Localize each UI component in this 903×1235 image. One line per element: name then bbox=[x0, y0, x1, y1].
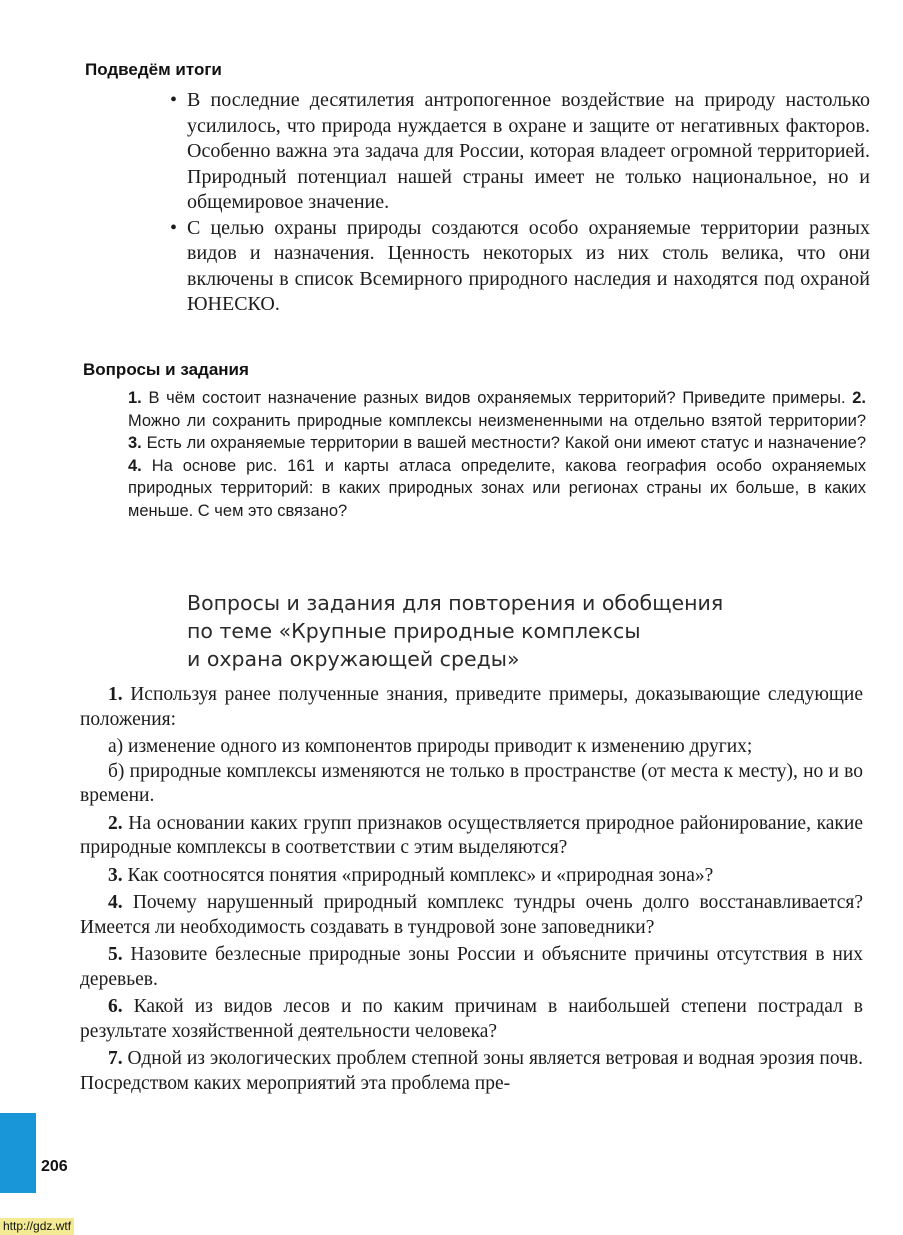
page-edge-tab bbox=[0, 1113, 36, 1193]
questions-paragraph bbox=[128, 387, 866, 522]
question-text: Какой из видов лесов и по каким причинам в наибольшей степени пострадал в результате хозяйственной деятельности человека? bbox=[80, 996, 863, 1042]
question-number: 6. bbox=[108, 996, 123, 1017]
question-number: 1. bbox=[108, 684, 123, 705]
question-number: 3. bbox=[108, 864, 123, 886]
summary-list bbox=[170, 88, 870, 318]
review-question bbox=[80, 864, 863, 889]
summary-item: • В последние десятилетия антропогенное воздействие на природу настолько усилилось, что природа нуждается в охране и защите от негативных факторов. Особенно важна эта задача для России, которая владеет огромной территорией. Природный потенциал нашей страны имеет не только национальное, но и общемировое значение. bbox=[170, 88, 870, 216]
review-subitem: б) природные комплексы изменяются не только в пространстве (от места к месту), но и во времени. bbox=[80, 760, 863, 806]
question-text: На основании каких групп признаков осуществляется природное районирование, какие природные комплексы в соответствии с этим выделяются? bbox=[80, 812, 863, 858]
review-title-line: и охрана окружающей среды» bbox=[187, 647, 520, 671]
question-text: В чём состоит назначение разных видов охраняемых территорий? Приведите примеры. bbox=[141, 389, 853, 407]
question-number: 1. bbox=[128, 389, 142, 407]
questions-heading: Вопросы и задания bbox=[83, 360, 249, 379]
review-question bbox=[80, 1047, 863, 1096]
summary-heading: Подведём итоги bbox=[85, 60, 222, 79]
question-text: Почему нарушенный природный комплекс тундры очень долго восстанавливается? Имеется ли необходимость создавать в тундровой зоне заповедники? bbox=[80, 892, 863, 938]
question-text: Используя ранее полученные знания, приведите примеры, доказывающие следующие положения: bbox=[80, 684, 863, 730]
review-question bbox=[80, 683, 863, 732]
review-title bbox=[187, 589, 827, 673]
review-title-line: Вопросы и задания для повторения и обобщения bbox=[187, 591, 724, 615]
question-text: Есть ли охраняемые территории в вашей местности? Какой они имеют статус и назначение? bbox=[141, 434, 866, 452]
question-number: 5. bbox=[108, 944, 123, 965]
review-questions bbox=[80, 683, 863, 1099]
review-question bbox=[80, 995, 863, 1044]
question-number: 2. bbox=[852, 389, 866, 407]
review-question bbox=[80, 943, 863, 992]
question-text: Можно ли сохранить природные комплексы неизмененными на отдельно взятой территории? bbox=[128, 411, 866, 430]
question-number: 4. bbox=[108, 892, 123, 913]
review-question bbox=[80, 891, 863, 940]
question-text: Назовите безлесные природные зоны России и объясните причины отсутствия в них деревьев. bbox=[80, 944, 863, 990]
question-text: Как соотносятся понятия «природный комплекс» и «природная зона»? bbox=[122, 864, 714, 886]
review-subitem: а) изменение одного из компонентов природы приводит к изменению других; bbox=[108, 736, 753, 757]
review-title-line: по теме «Крупные природные комплексы bbox=[187, 619, 641, 643]
summary-item: • С целью охраны природы создаются особо охраняемые территории разных видов и назначения. Ценность некоторых из них столь велика, что они включены в список Всемирного природного наследия и находятся под охраной ЮНЕСКО. bbox=[170, 216, 870, 318]
question-text: На основе рис. 161 и карты атласа определите, какова география особо охраняемых природных территорий: в каких природных зонах или регионах страны их больше, в каких меньше. С чем это связано? bbox=[128, 456, 866, 520]
question-number: 4. bbox=[128, 456, 142, 475]
question-number: 2. bbox=[108, 812, 123, 834]
watermark-link[interactable]: http://gdz.wtf bbox=[0, 1218, 74, 1235]
question-text: Одной из экологических проблем степной зоны является ветровая и водная эрозия почв. Посредством каких мероприятий эта проблема пре- bbox=[80, 1048, 863, 1094]
question-number: 3. bbox=[128, 434, 142, 452]
page-number: 206 bbox=[41, 1158, 68, 1175]
review-question bbox=[80, 812, 863, 861]
question-number: 7. bbox=[108, 1048, 123, 1069]
